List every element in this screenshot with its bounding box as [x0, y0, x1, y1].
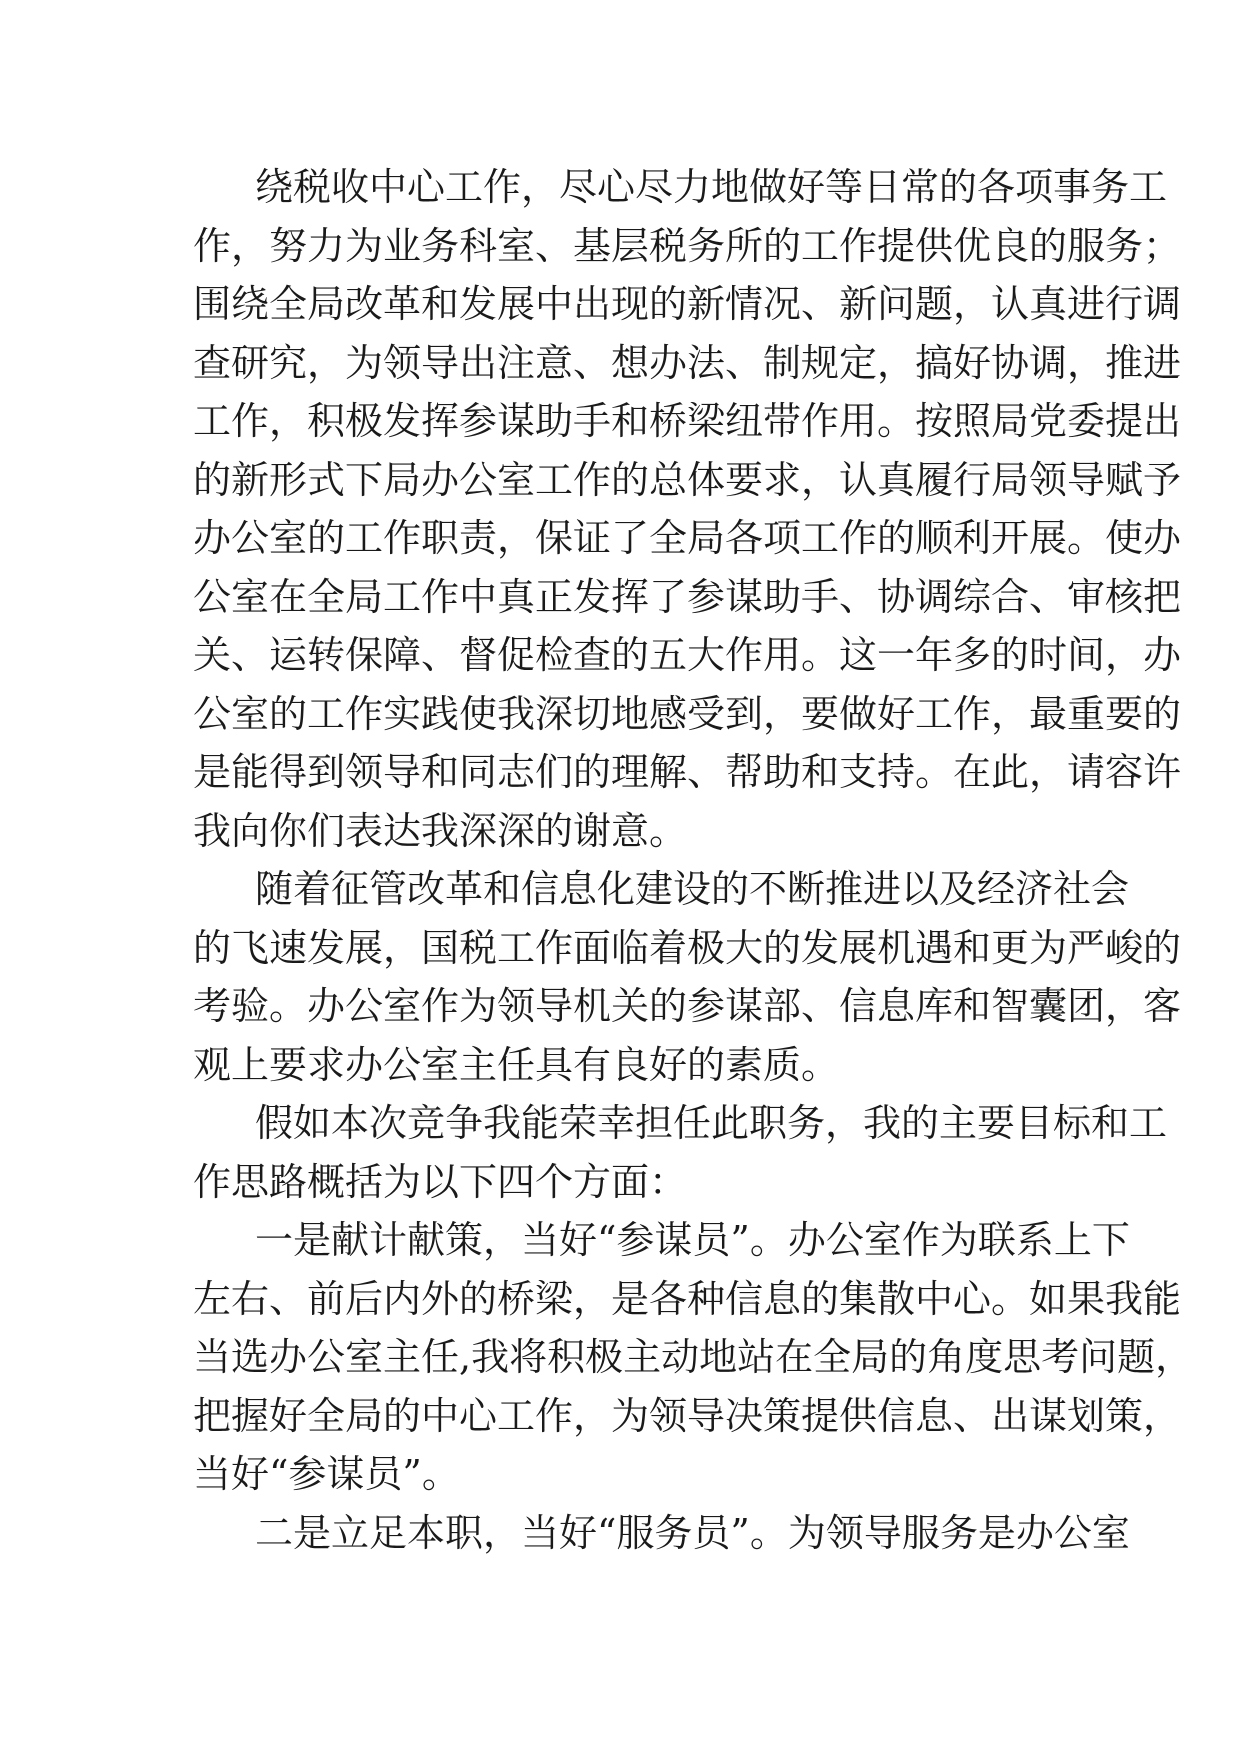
text-line: 考验。办公室作为领导机关的参谋部、信息库和智囊团，客 — [193, 984, 1182, 1028]
document-body — [193, 158, 1194, 1562]
text-line: 工作，积极发挥参谋助手和桥梁纽带作用。按照局党委提出 — [193, 399, 1182, 443]
text-line: 的飞速发展，国税工作面临着极大的发展机遇和更为严峻的 — [193, 925, 1182, 970]
text-line: 查研究，为领导出注意、想办法、制规定，搞好协调，推进 — [193, 340, 1182, 385]
text-line: 随着征管改革和信息化建设的不断推进以及经济社会 — [255, 867, 1130, 911]
text-line: 当选办公室主任,我将积极主动地站在全局的角度思考问题， — [193, 1335, 1194, 1379]
text-line: 作，努力为业务科室、基层税务所的工作提供优良的服务； — [193, 223, 1182, 268]
text-line: 当好“参谋员”。 — [193, 1452, 460, 1496]
text-line: 绕税收中心工作，尽心尽力地做好等日常的各项事务工 — [255, 165, 1168, 209]
text-line: 我向你们表达我深深的谢意。 — [193, 808, 688, 853]
text-line: 假如本次竞争我能荣幸担任此职务，我的主要目标和工 — [255, 1101, 1168, 1145]
text-line: 观上要求办公室主任具有良好的素质。 — [193, 1042, 840, 1087]
text-line: 公室的工作实践使我深切地感受到，要做好工作，最重要的 — [193, 691, 1182, 736]
text-line: 作思路概括为以下四个方面： — [193, 1159, 688, 1204]
text-line: 关、运转保障、督促检查的五大作用。这一年多的时间，办 — [193, 633, 1182, 677]
text-line: 左右、前后内外的桥梁，是各种信息的集散中心。如果我能 — [193, 1276, 1182, 1321]
text-line: 公室在全局工作中真正发挥了参谋助手、协调综合、审核把 — [193, 574, 1182, 619]
text-line: 一是献计献策，当好“参谋员”。办公室作为联系上下 — [255, 1218, 1130, 1262]
text-line: 围绕全局改革和发展中出现的新情况、新问题，认真进行调 — [193, 282, 1182, 326]
text-line: 办公室的工作职责，保证了全局各项工作的顺利开展。使办 — [193, 516, 1182, 560]
text-line: 的新形式下局办公室工作的总体要求，认真履行局领导赋予 — [193, 457, 1182, 502]
text-line: 是能得到领导和同志们的理解、帮助和支持。在此，请容许 — [193, 750, 1182, 794]
text-line: 二是立足本职，当好“服务员”。为领导服务是办公室 — [255, 1510, 1130, 1555]
text-line: 把握好全局的中心工作，为领导决策提供信息、出谋划策， — [193, 1393, 1182, 1438]
